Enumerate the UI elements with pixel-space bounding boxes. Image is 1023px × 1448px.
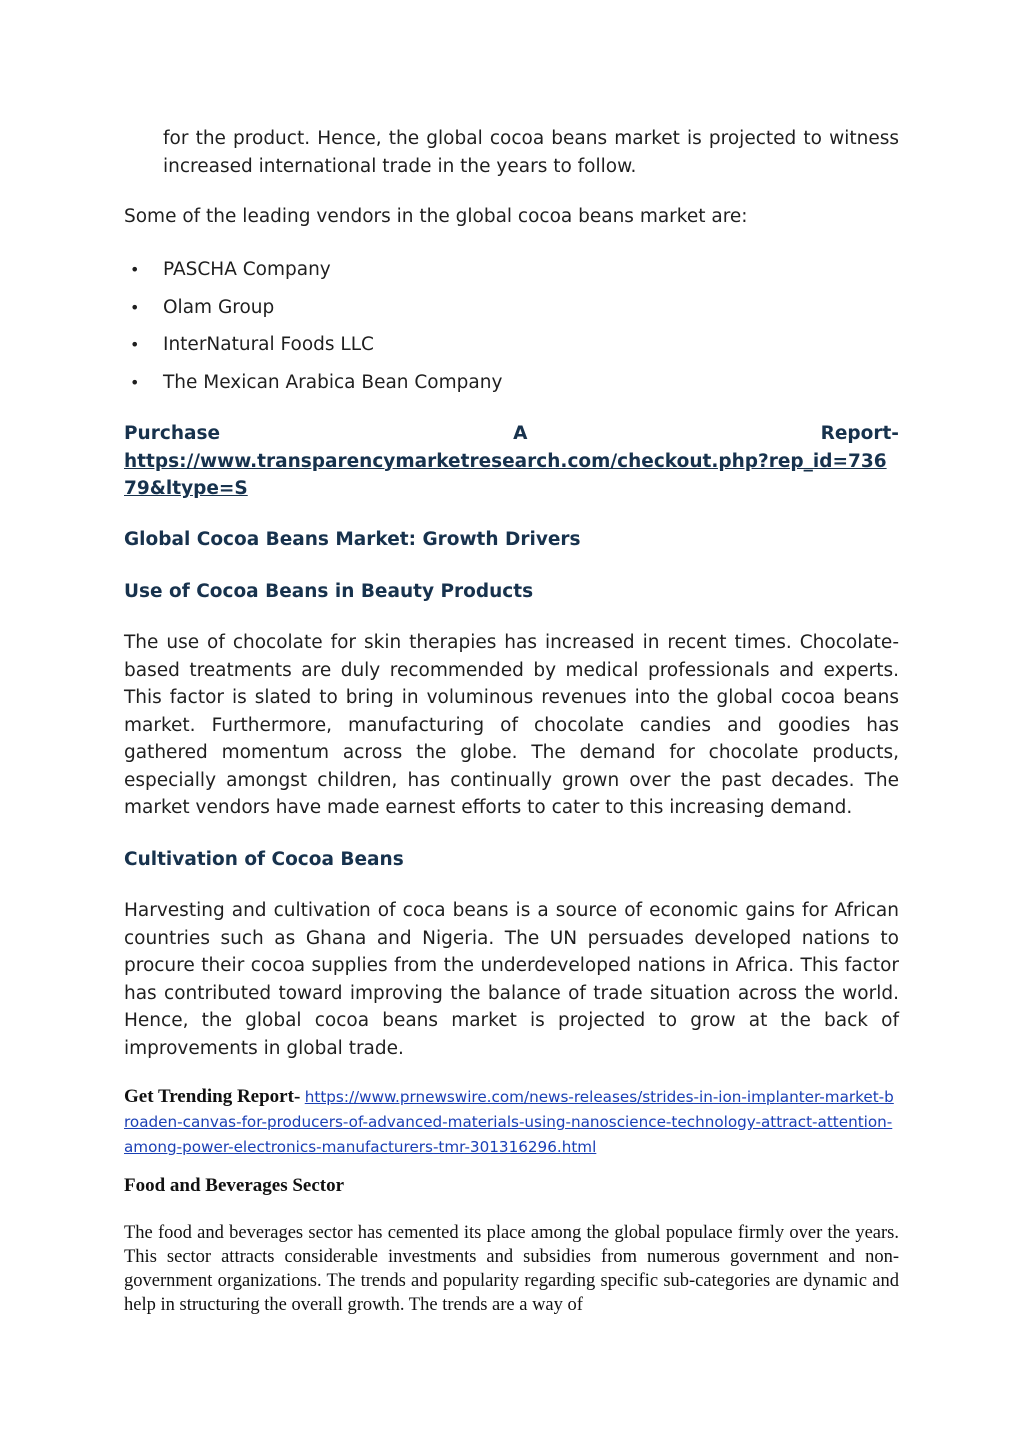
purchase-label: Purchase A Report-: [124, 423, 899, 444]
purchase-block: [124, 420, 899, 503]
purchase-report-link[interactable]: https://www.transparencymarketresearch.com/checkout.php?rep_id=73679&ltype=S: [124, 450, 887, 499]
list-item: • InterNatural Foods LLC: [124, 331, 899, 369]
food-beverages-heading: Food and Beverages Sector: [124, 1175, 345, 1196]
bullet-icon: •: [130, 335, 140, 354]
trending-report-block: [124, 1084, 899, 1160]
trending-report-link[interactable]: https://www.prnewswire.com/news-releases/strides-in-ion-implanter-market-broaden-canvas-for-producers-of-advanced-materials-using-nanoscience-technology-attract-attention-among-power-electronics-manufacturers-tmr-301316296.html: [124, 1088, 894, 1156]
list-item: • PASCHA Company: [124, 256, 899, 294]
list-item: • The Mexican Arabica Bean Company: [124, 369, 899, 407]
growth-drivers-heading: Global Cocoa Beans Market: Growth Drivers: [124, 529, 581, 550]
bullet-icon: •: [130, 297, 140, 317]
beauty-products-heading: Use of Cocoa Beans in Beauty Products: [124, 581, 534, 602]
vendors-list: [124, 256, 899, 406]
vendors-intro: Some of the leading vendors in the global cocoa beans market are:: [124, 206, 748, 227]
food-beverages-paragraph: The food and beverages sector has cemented its place among the global populace firmly over the years. This sector attracts considerable investments and subsidies from numerous government and non-government organizations. The trends and popularity regarding specific sub-categories are dynamic and help in structuring the overall growth. The trends are a way of: [124, 1223, 899, 1315]
cultivation-heading: Cultivation of Cocoa Beans: [124, 849, 404, 870]
intro-continued-paragraph: for the product. Hence, the global cocoa beans market is projected to witness increased international trade in the years to follow.: [163, 128, 899, 177]
trending-report-label: Get Trending Report-: [124, 1086, 301, 1107]
cultivation-paragraph: Harvesting and cultivation of coca beans is a source of economic gains for African countries such as Ghana and Nigeria. The UN persuades developed nations to procure their cocoa supplies from the underdeveloped nations in Africa. This factor has contributed toward improving the balance of trade situation across the world. Hence, the global cocoa beans market is projected to grow at the back of improvements in global trade.: [124, 900, 899, 1059]
list-item: • Olam Group: [124, 294, 899, 332]
bullet-icon: •: [130, 260, 140, 279]
beauty-products-paragraph: The use of chocolate for skin therapies has increased in recent times. Chocolate-based treatments are duly recommended by medical professionals and experts. This factor is slated to bring in voluminous revenues into the global cocoa beans market. Furthermore, manufacturing of chocolate candies and goodies has gathered momentum across the globe. The demand for chocolate products, especially amongst children, has continually grown over the past decades. The market vendors have made earnest efforts to cater to this increasing demand.: [124, 632, 899, 818]
bullet-icon: •: [130, 372, 140, 392]
